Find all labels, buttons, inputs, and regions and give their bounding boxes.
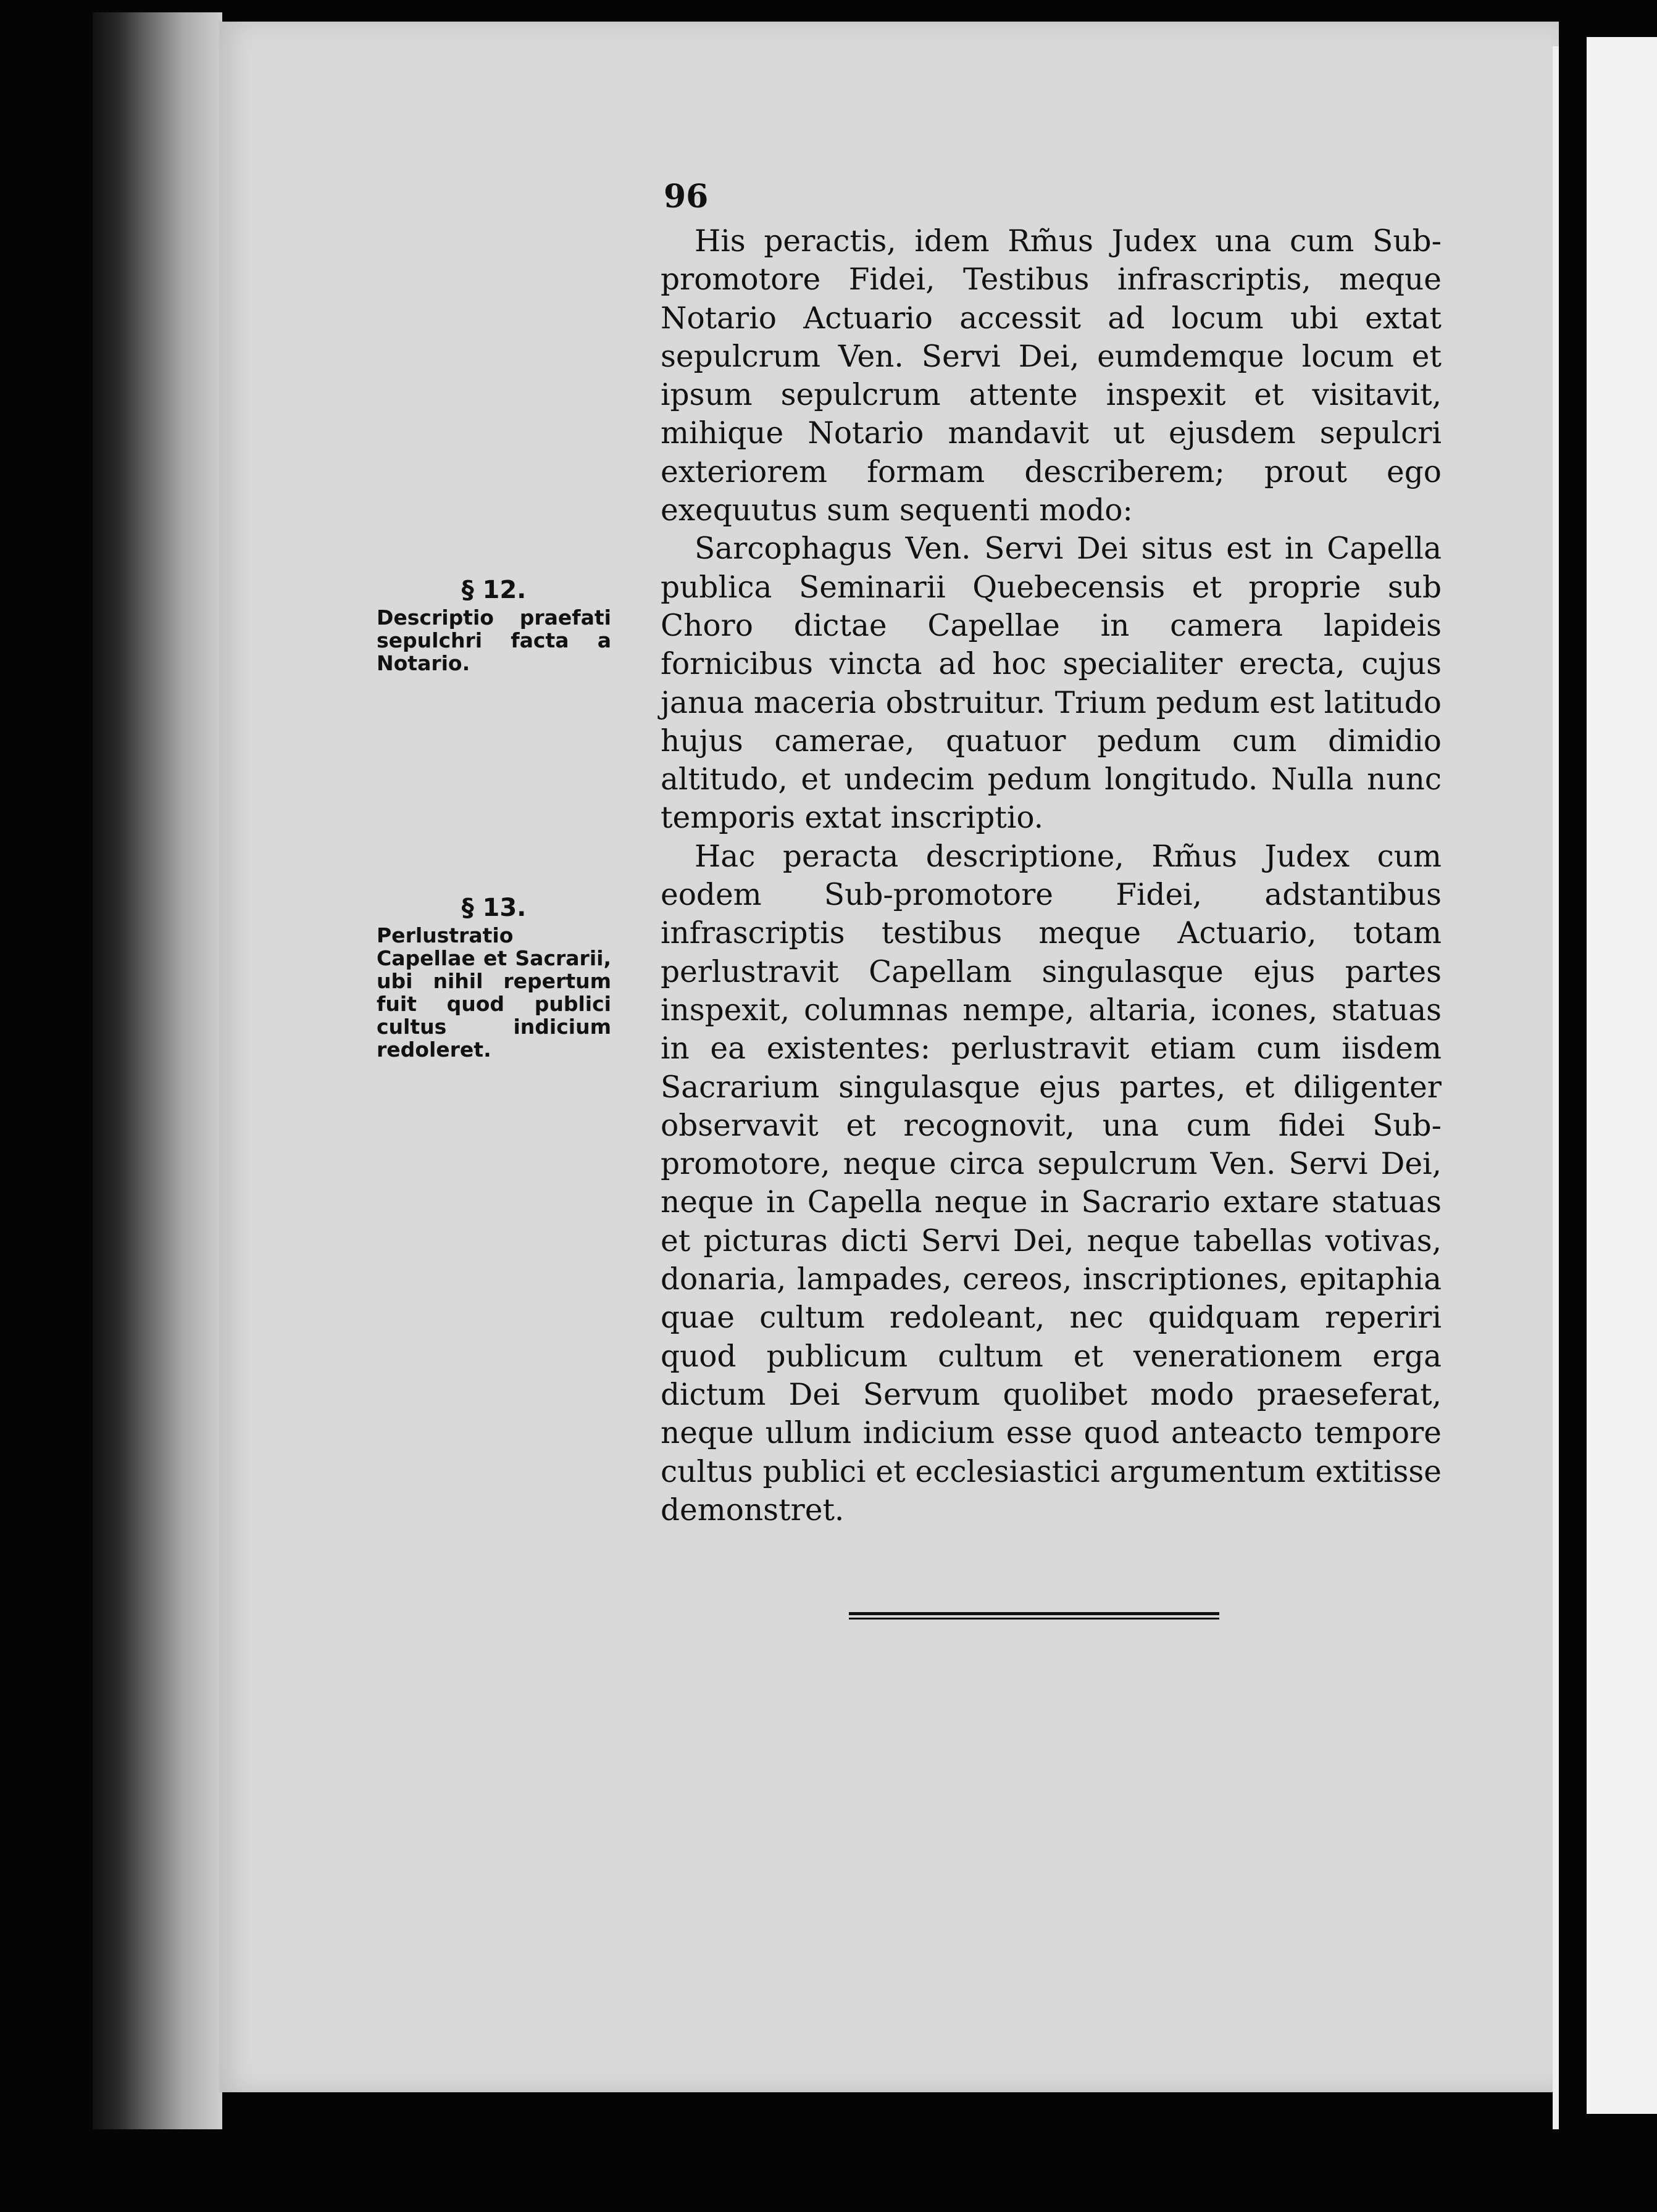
closing-double-rule (849, 1612, 1219, 1620)
paragraph-chapel-inspection: Hac peracta descriptione, Rm̃us Judex cum eodem Sub-promotore Fidei, adstantibus infrascriptis testibus meque Actuario, totam perlustravit Capellam singulasque ejus partes inspexit, columnas nempe, altaria, icones, statuas in ea existentes: perlustravit etiam cum iisdem Sacrarium singulasque ejus partes, et diligenter observavit et recognovit, una cum fidei Sub-promotore, neque circa sepulcrum Ven. Servi Dei, neque in Capella neque in Sacrario extare statuas et picturas dicti Servi Dei, neque tabellas votivas, donaria, lampades, cereos, inscriptiones, epitaphia quae cultum redoleant, nec quidquam reperiri quod publicum cultum et venerationem erga dictum Dei Servum quolibet modo praeseferat, neque ullum indicium esse quod anteacto tempore cultus publici et ecclesiastici argumentum extitisse demonstret. (661, 839, 1442, 1528)
margin-note-text: Perlustratio Capellae et Sacrarii, ubi nihil repertum fuit quod publici cultus indicium redoleret. (377, 923, 611, 1062)
paragraph-visitation: His peractis, idem Rm̃us Judex una cum Sub-promotore Fidei, Testibus infrascriptis, meque Notario Actuario accessit ad locum ubi extat sepulcrum Ven. Servi Dei, eumdemque locum et ipsum sepulcrum attente inspexit et visitavit, mihique Notario mandavit ut ejusdem sepulcri exteriorem formam describerem; prout ego exequutus sum sequenti modo: (661, 224, 1442, 528)
book-binding-edge (93, 12, 222, 2129)
margin-note-section-13 (377, 892, 611, 1061)
paragraph-sarcophagus-description: Sarcophagus Ven. Servi Dei situs est in Capella publica Seminarii Quebecensis et proprie sub Choro dictae Capellae in camera lapideis fornicibus vincta ad hoc specialiter erecta, cujus janua maceria obstruitur. Trium pedum est latitudo hujus camerae, quatuor pedum cum dimidio altitudo, et undecim pedum longitudo. Nulla nunc temporis extat inscriptio. (661, 531, 1442, 836)
adjacent-page-edge (1587, 37, 1657, 2114)
main-text-block (661, 222, 1442, 1529)
margin-note-text: Descriptio praefati sepulchri facta a Notario. (377, 605, 611, 675)
page-right-edge (1553, 46, 1559, 2129)
margin-note-section-label: § 12. (461, 576, 527, 604)
margin-note-section-12 (377, 574, 611, 675)
page-number: 96 (664, 178, 709, 215)
margin-note-section-label: § 13. (461, 894, 527, 922)
